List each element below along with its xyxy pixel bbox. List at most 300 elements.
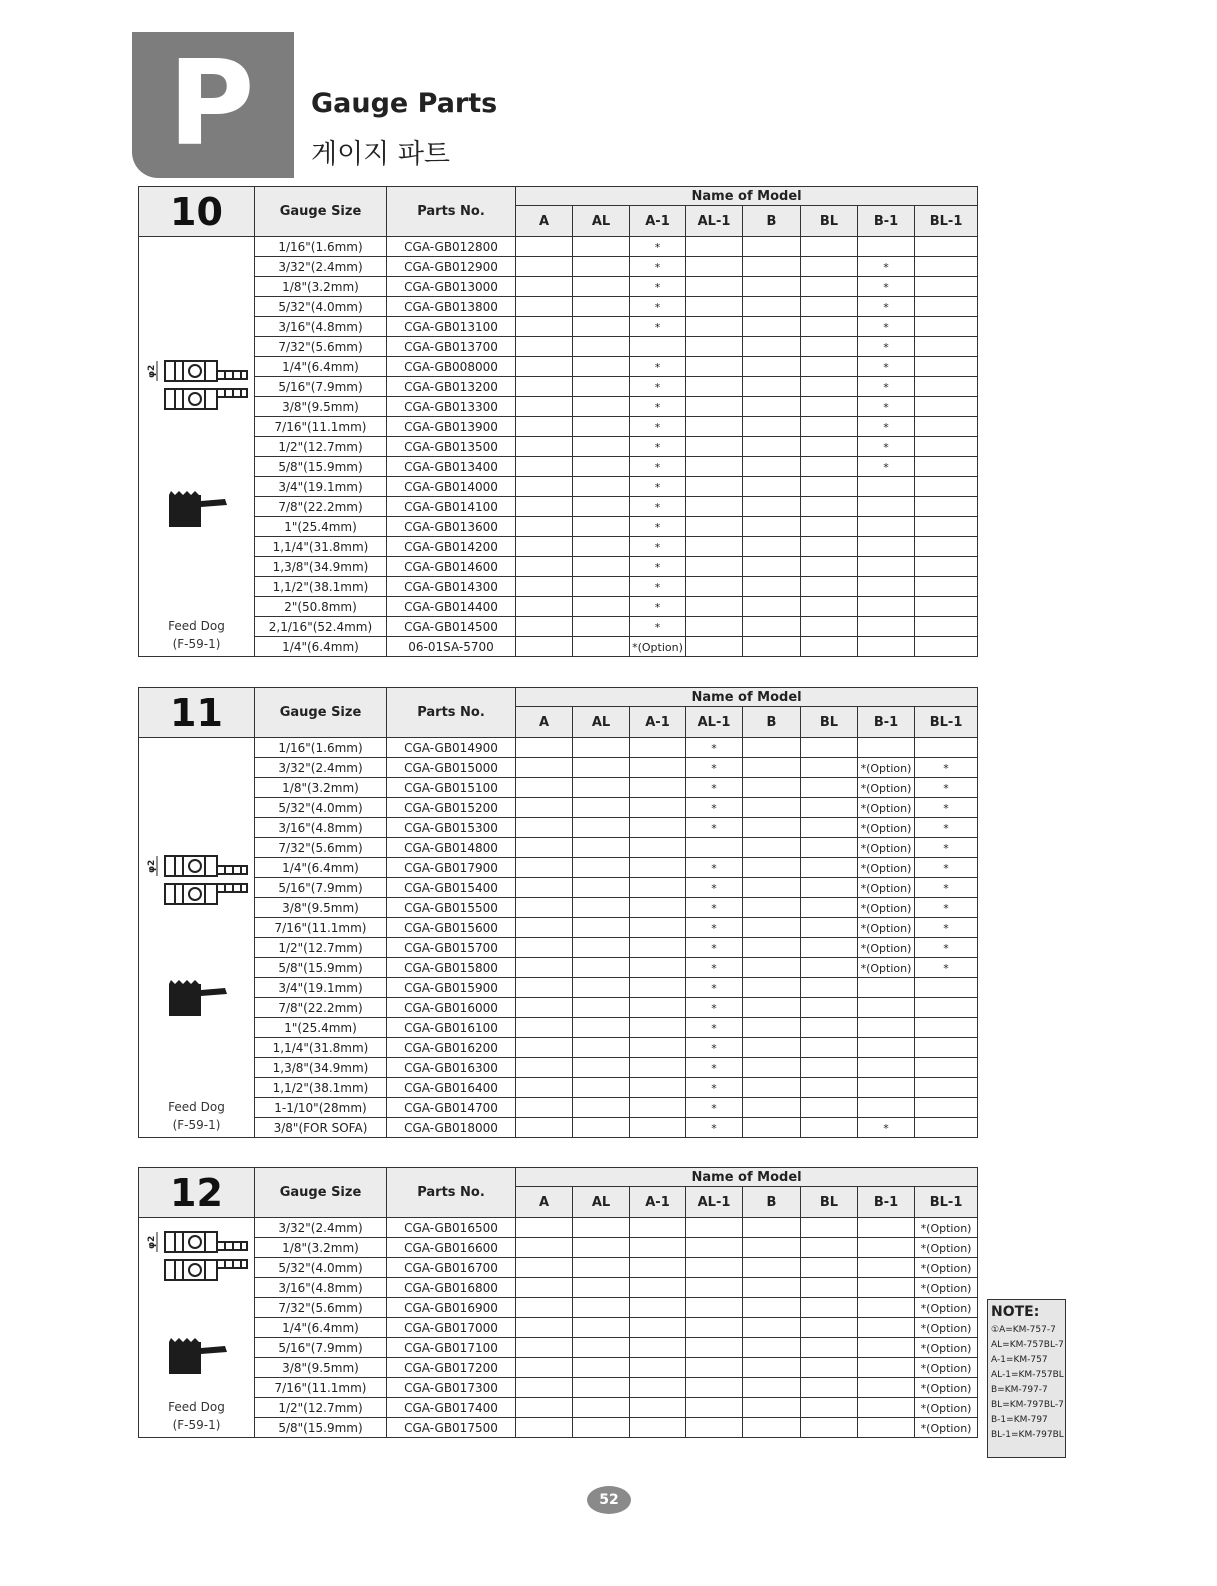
table-row xyxy=(139,517,978,537)
table-row xyxy=(139,918,978,938)
model-column-header: BL-1 xyxy=(929,714,963,730)
gauge-size-cell: 1/2"(12.7mm) xyxy=(278,1400,363,1415)
part-number-cell: CGA-GB012800 xyxy=(404,239,498,254)
model-mark-cell: * xyxy=(654,620,661,634)
gauge-size-header: Gauge Size xyxy=(279,204,362,219)
model-mark-cell: * xyxy=(883,380,889,394)
part-number-cell: CGA-GB013600 xyxy=(404,519,498,534)
model-mark-cell: * xyxy=(711,961,717,975)
gauge-size-cell: 3/16"(4.8mm) xyxy=(278,1280,363,1295)
gauge-size-cell: 3/8"(FOR SOFA) xyxy=(273,1120,368,1135)
name-of-model-header: Name of Model xyxy=(691,689,802,705)
model-mark-cell: * xyxy=(711,821,717,835)
model-mark-cell: *(Option) xyxy=(920,1241,972,1255)
gauge-size-cell: 1/4"(6.4mm) xyxy=(282,359,359,374)
gauge-size-cell: 7/16"(11.1mm) xyxy=(274,920,367,935)
part-number-cell: CGA-GB014100 xyxy=(404,499,498,514)
model-mark-cell: * xyxy=(883,340,889,354)
page-title-korean: 게이지 파트 xyxy=(311,139,450,170)
part-number-cell: CGA-GB016800 xyxy=(404,1280,498,1295)
table-row xyxy=(139,557,978,577)
table-row xyxy=(139,317,978,337)
table-row xyxy=(139,597,978,617)
model-mark-cell: * xyxy=(883,280,889,294)
gauge-size-cell: 3/16"(4.8mm) xyxy=(278,319,363,334)
model-mark-cell: * xyxy=(654,360,661,374)
part-number-cell: CGA-GB016300 xyxy=(404,1060,498,1075)
model-column-header: B xyxy=(766,714,777,730)
section-number: 10 xyxy=(170,189,223,234)
table-row xyxy=(139,798,978,818)
gauge-size-cell: 1,1/4"(31.8mm) xyxy=(272,1040,369,1055)
table-row xyxy=(139,1218,978,1238)
page-number: 52 xyxy=(587,1486,631,1514)
name-of-model-header: Name of Model xyxy=(691,1169,802,1185)
table-row xyxy=(139,878,978,898)
feed-dog-label: Feed Dog xyxy=(168,619,225,633)
gauge-size-cell: 5/32"(4.0mm) xyxy=(278,299,363,314)
gauge-size-cell: 1/4"(6.4mm) xyxy=(282,1320,359,1335)
part-number-cell: CGA-GB013100 xyxy=(404,319,498,334)
part-number-cell: CGA-GB013400 xyxy=(404,459,498,474)
gauge-size-cell: 1/2"(12.7mm) xyxy=(278,439,363,454)
part-number-cell: CGA-GB016400 xyxy=(404,1080,498,1095)
model-mark-cell: *(Option) xyxy=(920,1361,972,1375)
model-mark-cell: * xyxy=(711,1121,717,1135)
note-lines xyxy=(991,1323,1062,1443)
part-number-cell: CGA-GB015900 xyxy=(404,980,498,995)
parts-no-header: Parts No. xyxy=(417,204,485,219)
gauge-size-cell: 1"(25.4mm) xyxy=(284,1020,357,1035)
feed-dog-icon xyxy=(161,481,241,531)
model-mark-cell: * xyxy=(711,1081,717,1095)
table-row xyxy=(139,237,978,257)
table-row xyxy=(139,1398,978,1418)
model-column-header: A-1 xyxy=(645,714,670,730)
note-line: AL-1=KM-757BL xyxy=(991,1370,1064,1380)
part-number-cell: CGA-GB008000 xyxy=(404,359,498,374)
model-column-header: B-1 xyxy=(873,213,899,229)
model-mark-cell: * xyxy=(654,440,661,454)
gauge-size-cell: 7/16"(11.1mm) xyxy=(274,1380,367,1395)
model-column-header: B xyxy=(766,213,777,229)
model-mark-cell: * xyxy=(943,841,949,855)
gauge-size-cell: 7/8"(22.2mm) xyxy=(278,499,363,514)
model-mark-cell: *(Option) xyxy=(860,901,912,915)
model-mark-cell: *(Option) xyxy=(920,1301,972,1315)
table-row xyxy=(139,1318,978,1338)
part-number-cell: CGA-GB016900 xyxy=(404,1300,498,1315)
part-number-cell: CGA-GB016000 xyxy=(404,1000,498,1015)
model-mark-cell: *(Option) xyxy=(860,761,912,775)
model-mark-cell: * xyxy=(883,320,889,334)
model-mark-cell: *(Option) xyxy=(860,801,912,815)
name-of-model-header: Name of Model xyxy=(691,188,802,204)
model-mark-cell: * xyxy=(654,300,661,314)
gauge-size-cell: 1/4"(6.4mm) xyxy=(282,860,359,875)
part-number-cell: CGA-GB013800 xyxy=(404,299,498,314)
feed-dog-label: Feed Dog xyxy=(168,1400,225,1414)
model-mark-cell: * xyxy=(943,761,949,775)
table-row xyxy=(139,457,978,477)
model-mark-cell: * xyxy=(883,400,889,414)
part-number-cell: CGA-GB015800 xyxy=(404,960,498,975)
part-number-cell: CGA-GB014200 xyxy=(404,539,498,554)
model-mark-cell: * xyxy=(711,1101,717,1115)
table-row xyxy=(139,1058,978,1078)
part-number-cell: 06-01SA-5700 xyxy=(408,639,494,654)
gauge-size-cell: 1,1/2"(38.1mm) xyxy=(272,1080,369,1095)
part-number-cell: CGA-GB013300 xyxy=(404,399,498,414)
model-column-header: A xyxy=(538,213,550,229)
section-tab xyxy=(132,32,294,178)
model-mark-cell: * xyxy=(943,861,949,875)
model-mark-cell: * xyxy=(883,260,889,274)
model-mark-cell: * xyxy=(883,440,889,454)
part-number-cell: CGA-GB013000 xyxy=(404,279,498,294)
table-row xyxy=(139,577,978,597)
table-row xyxy=(139,1338,978,1358)
gauge-size-cell: 1/8"(3.2mm) xyxy=(282,1240,359,1255)
model-mark-cell: * xyxy=(711,901,717,915)
model-mark-cell: * xyxy=(711,1001,717,1015)
table-row xyxy=(139,738,978,758)
part-number-cell: CGA-GB012900 xyxy=(404,259,498,274)
model-mark-cell: * xyxy=(711,861,717,875)
svg-text:φ2: φ2 xyxy=(147,859,157,873)
gauge-size-cell: 1,1/2"(38.1mm) xyxy=(272,579,369,594)
svg-text:φ2: φ2 xyxy=(147,1235,157,1249)
model-mark-cell: * xyxy=(654,540,661,554)
table-row xyxy=(139,898,978,918)
model-mark-cell: * xyxy=(711,981,717,995)
gauge-diagram-icon xyxy=(143,1226,255,1296)
table-row xyxy=(139,1098,978,1118)
table-row xyxy=(139,978,978,998)
table-row xyxy=(139,617,978,637)
section-letter: P xyxy=(168,34,255,172)
gauge-diagram-icon xyxy=(143,355,255,425)
part-number-cell: CGA-GB015100 xyxy=(404,780,498,795)
model-column-header: BL-1 xyxy=(929,1194,963,1210)
section-number: 11 xyxy=(170,690,223,735)
model-mark-cell: * xyxy=(654,280,661,294)
gauge-size-cell: 5/8"(15.9mm) xyxy=(278,1420,363,1435)
gauge-size-cell: 3/8"(9.5mm) xyxy=(282,1360,359,1375)
table-row xyxy=(139,637,978,657)
model-column-header: A-1 xyxy=(645,213,670,229)
model-mark-cell: * xyxy=(883,360,889,374)
table-row xyxy=(139,998,978,1018)
gauge-size-cell: 1/16"(1.6mm) xyxy=(278,239,363,254)
note-line: ①A=KM-757-7 xyxy=(991,1325,1056,1335)
part-number-cell: CGA-GB014400 xyxy=(404,599,498,614)
part-number-cell: CGA-GB013200 xyxy=(404,379,498,394)
part-number-cell: CGA-GB017200 xyxy=(404,1360,498,1375)
model-mark-cell: * xyxy=(654,260,661,274)
gauge-size-cell: 7/32"(5.6mm) xyxy=(278,339,363,354)
gauge-size-cell: 3/32"(2.4mm) xyxy=(278,760,363,775)
gauge-size-cell: 5/8"(15.9mm) xyxy=(278,960,363,975)
model-mark-cell: * xyxy=(711,1061,717,1075)
table-row xyxy=(139,1298,978,1318)
model-mark-cell: * xyxy=(883,300,889,314)
part-number-cell: CGA-GB015300 xyxy=(404,820,498,835)
model-mark-cell: *(Option) xyxy=(920,1341,972,1355)
table-row xyxy=(139,437,978,457)
model-mark-cell: * xyxy=(943,881,949,895)
model-mark-cell: * xyxy=(943,961,949,975)
part-number-cell: CGA-GB017000 xyxy=(404,1320,498,1335)
model-mark-cell: *(Option) xyxy=(860,781,912,795)
model-column-header: A xyxy=(538,1194,550,1210)
model-mark-cell: * xyxy=(711,1041,717,1055)
model-mark-cell: * xyxy=(654,560,661,574)
table-row xyxy=(139,357,978,377)
gauge-diagram-icon xyxy=(143,850,255,920)
parts-no-header: Parts No. xyxy=(417,1185,485,1200)
table-row xyxy=(139,337,978,357)
note-box xyxy=(987,1299,1066,1458)
gauge-size-cell: 7/32"(5.6mm) xyxy=(278,840,363,855)
part-number-cell: CGA-GB014500 xyxy=(404,619,498,634)
table-row xyxy=(139,477,978,497)
gauge-size-cell: 2"(50.8mm) xyxy=(284,599,357,614)
model-mark-cell: * xyxy=(943,781,949,795)
gauge-size-cell: 1/16"(1.6mm) xyxy=(278,740,363,755)
gauge-size-cell: 7/8"(22.2mm) xyxy=(278,1000,363,1015)
model-mark-cell: *(Option) xyxy=(920,1221,972,1235)
gauge-size-header: Gauge Size xyxy=(279,1185,362,1200)
model-mark-cell: * xyxy=(654,460,661,474)
gauge-size-cell: 1,3/8"(34.9mm) xyxy=(272,1060,369,1075)
model-mark-cell: * xyxy=(711,781,717,795)
model-mark-cell: * xyxy=(883,460,889,474)
model-mark-cell: *(Option) xyxy=(920,1421,972,1435)
gauge-size-cell: 3/32"(2.4mm) xyxy=(278,1220,363,1235)
part-number-cell: CGA-GB017100 xyxy=(404,1340,498,1355)
table-row xyxy=(139,397,978,417)
feed-dog-code: (F-59-1) xyxy=(172,1418,221,1432)
model-mark-cell: * xyxy=(943,801,949,815)
model-column-header: AL-1 xyxy=(697,714,731,730)
model-column-header: AL-1 xyxy=(697,1194,731,1210)
note-line: BL-1=KM-797BL xyxy=(991,1430,1064,1440)
model-mark-cell: * xyxy=(883,420,889,434)
part-number-cell: CGA-GB015400 xyxy=(404,880,498,895)
gauge-table-12 xyxy=(138,1167,977,1438)
part-number-cell: CGA-GB013700 xyxy=(404,339,498,354)
part-number-cell: CGA-GB014800 xyxy=(404,840,498,855)
model-mark-cell: *(Option) xyxy=(632,640,683,654)
section-number: 12 xyxy=(170,1170,223,1215)
part-number-cell: CGA-GB016500 xyxy=(404,1220,498,1235)
table-row xyxy=(139,277,978,297)
gauge-size-cell: 3/32"(2.4mm) xyxy=(278,259,363,274)
table-row xyxy=(139,1358,978,1378)
part-number-cell: CGA-GB016700 xyxy=(404,1260,498,1275)
gauge-size-cell: 1"(25.4mm) xyxy=(284,519,357,534)
table-row xyxy=(139,1418,978,1438)
model-mark-cell: * xyxy=(711,801,717,815)
note-line: AL=KM-757BL-7 xyxy=(991,1340,1064,1350)
model-column-header: AL xyxy=(591,213,611,229)
note-title: NOTE: xyxy=(991,1304,1040,1320)
gauge-size-cell: 1/4"(6.4mm) xyxy=(282,639,359,654)
model-column-header: BL-1 xyxy=(929,213,963,229)
model-column-header: B-1 xyxy=(873,1194,899,1210)
gauge-size-cell: 2,1/16"(52.4mm) xyxy=(268,619,373,634)
model-mark-cell: * xyxy=(654,500,661,514)
model-mark-cell: * xyxy=(654,320,661,334)
table-row xyxy=(139,858,978,878)
part-number-cell: CGA-GB016600 xyxy=(404,1240,498,1255)
model-column-header: B xyxy=(766,1194,777,1210)
model-mark-cell: * xyxy=(943,941,949,955)
model-mark-cell: * xyxy=(654,600,661,614)
gauge-size-cell: 3/8"(9.5mm) xyxy=(282,399,359,414)
part-number-cell: CGA-GB014900 xyxy=(404,740,498,755)
model-mark-cell: * xyxy=(654,400,661,414)
table-row xyxy=(139,1258,978,1278)
gauge-size-cell: 5/16"(7.9mm) xyxy=(278,379,363,394)
model-mark-cell: * xyxy=(654,520,661,534)
model-mark-cell: * xyxy=(711,741,717,755)
table-row xyxy=(139,377,978,397)
part-number-cell: CGA-GB017300 xyxy=(404,1380,498,1395)
part-number-cell: CGA-GB014700 xyxy=(404,1100,498,1115)
model-mark-cell: *(Option) xyxy=(860,861,912,875)
part-number-cell: CGA-GB015700 xyxy=(404,940,498,955)
gauge-size-cell: 3/16"(4.8mm) xyxy=(278,820,363,835)
gauge-size-cell: 1-1/10"(28mm) xyxy=(274,1100,367,1115)
model-mark-cell: *(Option) xyxy=(860,961,912,975)
table-row xyxy=(139,818,978,838)
model-column-header: AL xyxy=(591,1194,611,1210)
part-number-cell: CGA-GB014600 xyxy=(404,559,498,574)
model-column-header: AL xyxy=(591,714,611,730)
gauge-size-cell: 1/2"(12.7mm) xyxy=(278,940,363,955)
note-line: B-1=KM-797 xyxy=(991,1415,1048,1425)
gauge-size-cell: 3/4"(19.1mm) xyxy=(278,479,363,494)
model-mark-cell: * xyxy=(711,761,717,775)
svg-text:φ2: φ2 xyxy=(147,364,157,378)
table-row xyxy=(139,297,978,317)
gauge-size-cell: 5/8"(15.9mm) xyxy=(278,459,363,474)
part-number-cell: CGA-GB018000 xyxy=(404,1120,498,1135)
gauge-size-cell: 1/8"(3.2mm) xyxy=(282,780,359,795)
model-column-header: BL xyxy=(819,714,839,730)
part-number-cell: CGA-GB015500 xyxy=(404,900,498,915)
gauge-size-cell: 5/32"(4.0mm) xyxy=(278,800,363,815)
table-row xyxy=(139,1018,978,1038)
feed-dog-icon xyxy=(161,1328,241,1378)
gauge-size-cell: 1,3/8"(34.9mm) xyxy=(272,559,369,574)
model-mark-cell: * xyxy=(711,1021,717,1035)
table-row xyxy=(139,1038,978,1058)
model-mark-cell: *(Option) xyxy=(860,841,912,855)
model-column-header: BL xyxy=(819,213,839,229)
model-mark-cell: * xyxy=(711,941,717,955)
model-column-header: B-1 xyxy=(873,714,899,730)
gauge-size-cell: 1/8"(3.2mm) xyxy=(282,279,359,294)
gauge-size-cell: 3/8"(9.5mm) xyxy=(282,900,359,915)
model-column-header: A-1 xyxy=(645,1194,670,1210)
table-row xyxy=(139,958,978,978)
part-number-cell: CGA-GB014300 xyxy=(404,579,498,594)
model-mark-cell: *(Option) xyxy=(860,941,912,955)
model-mark-cell: *(Option) xyxy=(920,1381,972,1395)
table-row xyxy=(139,1118,978,1138)
gauge-size-cell: 7/16"(11.1mm) xyxy=(274,419,367,434)
model-mark-cell: * xyxy=(654,240,661,254)
model-mark-cell: *(Option) xyxy=(920,1261,972,1275)
model-mark-cell: * xyxy=(654,580,661,594)
model-mark-cell: *(Option) xyxy=(860,821,912,835)
model-mark-cell: * xyxy=(711,921,717,935)
part-number-cell: CGA-GB016100 xyxy=(404,1020,498,1035)
feed-dog-code: (F-59-1) xyxy=(172,637,221,651)
table-row xyxy=(139,938,978,958)
part-number-cell: CGA-GB017500 xyxy=(404,1420,498,1435)
note-line: BL=KM-797BL-7 xyxy=(991,1400,1064,1410)
gauge-size-header: Gauge Size xyxy=(279,705,362,720)
model-column-header: BL xyxy=(819,1194,839,1210)
table-row xyxy=(139,758,978,778)
part-number-cell: CGA-GB017400 xyxy=(404,1400,498,1415)
table-row xyxy=(139,778,978,798)
note-line: A-1=KM-757 xyxy=(991,1355,1048,1365)
part-number-cell: CGA-GB013900 xyxy=(404,419,498,434)
model-mark-cell: * xyxy=(711,881,717,895)
feed-dog-label: Feed Dog xyxy=(168,1100,225,1114)
model-mark-cell: *(Option) xyxy=(920,1401,972,1415)
part-number-cell: CGA-GB013500 xyxy=(404,439,498,454)
model-mark-cell: *(Option) xyxy=(920,1321,972,1335)
part-number-cell: CGA-GB016200 xyxy=(404,1040,498,1055)
table-row xyxy=(139,1238,978,1258)
page-title: Gauge Parts xyxy=(311,88,498,119)
gauge-size-cell: 5/16"(7.9mm) xyxy=(278,1340,363,1355)
table-row xyxy=(139,1278,978,1298)
table-row xyxy=(139,1078,978,1098)
model-mark-cell: *(Option) xyxy=(920,1281,972,1295)
table-row xyxy=(139,838,978,858)
part-number-cell: CGA-GB017900 xyxy=(404,860,498,875)
part-number-cell: CGA-GB015200 xyxy=(404,800,498,815)
feed-dog-icon xyxy=(161,970,241,1020)
model-mark-cell: * xyxy=(943,901,949,915)
model-mark-cell: * xyxy=(654,480,661,494)
part-number-cell: CGA-GB015000 xyxy=(404,760,498,775)
model-mark-cell: * xyxy=(654,420,661,434)
part-number-cell: CGA-GB014000 xyxy=(404,479,498,494)
model-mark-cell: * xyxy=(943,921,949,935)
note-line: B=KM-797-7 xyxy=(991,1385,1048,1395)
table-row xyxy=(139,417,978,437)
feed-dog-code: (F-59-1) xyxy=(172,1118,221,1132)
table-row xyxy=(139,257,978,277)
gauge-table-11 xyxy=(138,687,977,1138)
model-column-header: A xyxy=(538,714,550,730)
gauge-size-cell: 5/16"(7.9mm) xyxy=(278,880,363,895)
part-number-cell: CGA-GB015600 xyxy=(404,920,498,935)
model-column-header: AL-1 xyxy=(697,213,731,229)
model-mark-cell: * xyxy=(943,821,949,835)
gauge-size-cell: 5/32"(4.0mm) xyxy=(278,1260,363,1275)
table-row xyxy=(139,537,978,557)
model-mark-cell: *(Option) xyxy=(860,921,912,935)
